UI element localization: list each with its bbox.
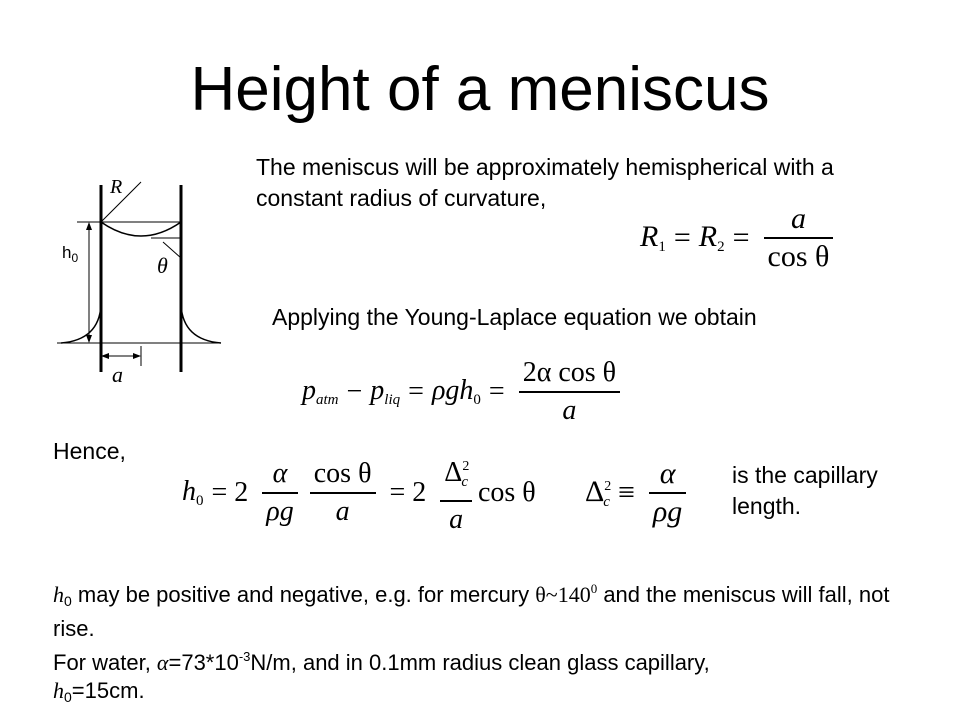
radius-label: R [110,176,123,198]
meniscus-diagram [55,150,255,390]
theta-label: θ [157,253,168,278]
h0-label-sub: 0 [71,251,79,265]
eq2-p-atm: $p_{atm}$ [302,375,339,408]
young-laplace-text: Applying the Young-Laplace equation we obtain [272,304,757,330]
eq4-fraction: $\frac{\alpha}{\rho g}$ [649,456,686,530]
eq4-equiv: ≡ [617,476,635,509]
notes-paragraph [53,575,933,711]
equation-height [182,448,536,538]
equation-young-laplace [302,352,626,432]
equation-capillary-length [585,448,692,538]
h0-label [62,243,78,265]
slide-title: Height of a meniscus [190,55,770,124]
capillary-length-note: is the capillary length. [732,462,878,519]
eq3-equals-2: = 2 [211,477,249,508]
note-line-water: For water, $\alpha=73*10^{-3}N/m$, and in 0.1mm radius clean glass capillary, [53,649,710,675]
eq3-h0: $h_0$ [182,476,204,509]
eq2-rho-g-h0: ρgh$_0$ [431,375,481,408]
eq1-equals-2: = [732,221,750,254]
hence-label: Hence, [53,438,126,464]
h0-label-main: h [62,243,72,262]
eq1-equals: = [673,221,691,254]
eq4-delta-c-squared: $\Delta^2_c$ [585,475,612,510]
eq3-fraction-delta-a: $\frac{\Delta^2_c}{a}$ [440,449,472,538]
eq3-equals-2b: = 2 [389,477,427,508]
eq2-p-liq: $p_{liq}$ [370,375,401,408]
eq3-fraction-alpha-rhog: $\frac{\alpha}{\rho g}$ [262,456,297,530]
note-line-result: $h_0=15cm$. [53,678,145,705]
eq2-minus: − [346,376,363,407]
equation-curvature-radius [640,198,839,278]
eq1-R2: $R_2$ [698,220,725,255]
eq3-cos-theta: cos θ [477,477,536,508]
eq2-fraction: $\frac{\text{2α cos θ}}{a}$ [519,355,620,429]
a-label: a [112,362,123,387]
eq1-R1: $R_1$ [640,220,666,255]
intro-text: The meniscus will be approximately hemispherical with a constant radius of curvature, [256,154,834,211]
eq1-fraction: $\frac{a}{\text{cos θ}}$ [764,201,834,275]
eq2-equals-2: = [488,376,505,407]
eq2-equals: = [408,376,424,407]
note-line-mercury: $h_0$ may be positive and negative, e.g. for mercury $\theta\sim 140^0$ and the meniscus will fall, not rise. [53,581,890,641]
eq3-fraction-cos-a: $\frac{\text{cos θ}}{a}$ [310,456,376,530]
